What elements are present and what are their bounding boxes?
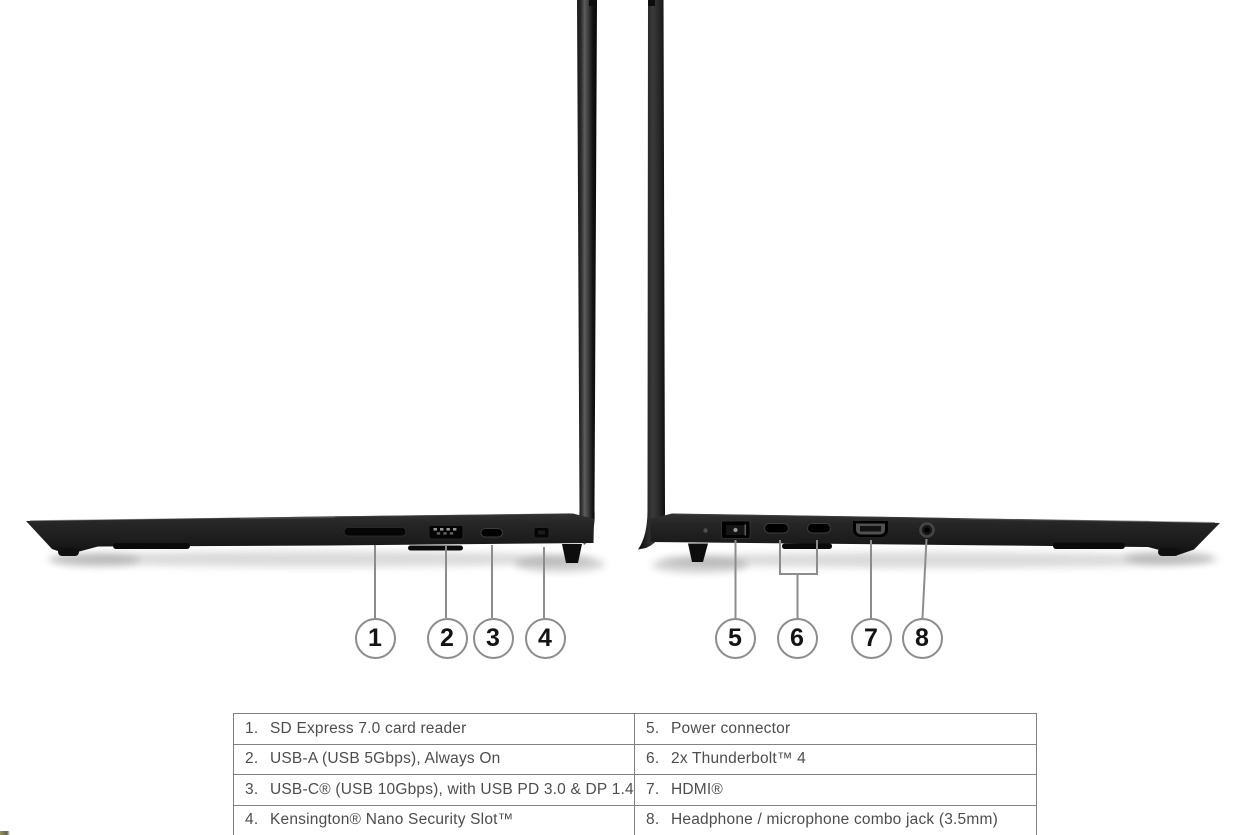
legend-row-2	[234, 744, 1036, 775]
callout-3	[473, 618, 514, 659]
callout-2-number: 2	[440, 624, 454, 652]
left-front-foot	[58, 548, 79, 556]
right-bottom-vent-1	[782, 544, 832, 550]
legend-cell-4	[234, 806, 634, 835]
legend-row-3	[234, 774, 1036, 805]
legend-cell-3	[234, 775, 634, 805]
callout-4-number: 4	[538, 624, 552, 652]
callout-6	[777, 618, 818, 659]
legend-cell-5	[634, 714, 1036, 744]
callout-8	[902, 618, 943, 659]
callout-1	[355, 618, 396, 659]
callout-7-number: 7	[864, 624, 878, 652]
legend-cell-2	[234, 745, 634, 775]
right-front-foot	[1158, 548, 1179, 556]
legend-row-1	[234, 714, 1036, 744]
legend-item-label: HDMI®	[671, 780, 724, 798]
legend-cell-7	[634, 775, 1036, 805]
callout-7	[851, 618, 892, 659]
usb-a-port-icon	[429, 526, 463, 540]
callout-5	[715, 618, 756, 659]
legend-cell-8	[634, 806, 1036, 835]
right-laptop-lid	[638, 0, 665, 550]
legend-item-number: 7.	[646, 780, 660, 798]
legend-row-4	[234, 805, 1036, 835]
legend-table	[233, 713, 1037, 835]
callout-4	[525, 618, 566, 659]
callout-1-number: 1	[368, 624, 382, 652]
leader-line-6	[780, 540, 817, 618]
callout-8-number: 8	[915, 624, 929, 652]
hdmi-port-icon	[853, 521, 888, 537]
legend-item-number: 8.	[646, 811, 660, 829]
legend-item-label: USB-C® (USB 10Gbps), with USB PD 3.0 & DP 1.4	[270, 780, 634, 798]
left-laptop	[26, 0, 597, 563]
legend-item-label: Power connector	[671, 719, 791, 737]
legend-item-label: Kensington® Nano Security Slot™	[270, 811, 514, 829]
legend-item-number: 5.	[646, 719, 660, 737]
legend-item-number: 1.	[245, 719, 259, 737]
right-laptop	[638, 0, 1220, 562]
right-bottom-vent-2	[1053, 543, 1125, 550]
headphone-jack-icon	[919, 522, 935, 538]
legend-item-label: Headphone / microphone combo jack (3.5mm)	[671, 811, 998, 829]
thunderbolt-port-2-icon	[808, 524, 831, 534]
callout-3-number: 3	[486, 624, 500, 652]
legend-item-number: 4.	[245, 811, 259, 829]
left-bottom-vent-1	[113, 543, 190, 549]
legend-item-label: SD Express 7.0 card reader	[270, 719, 467, 737]
legend-cell-6	[634, 745, 1036, 775]
image-artifact	[0, 831, 10, 835]
callout-2	[427, 618, 468, 659]
legend-cell-1	[234, 714, 634, 744]
usb-c-port-icon	[481, 529, 503, 538]
sd-card-slot-icon	[344, 528, 406, 537]
leader-line-8	[923, 539, 927, 618]
legend-item-number: 3.	[245, 780, 259, 798]
left-bottom-vent-2	[408, 546, 463, 551]
kensington-slot-icon	[534, 528, 549, 539]
floor-shadows	[45, 551, 1220, 573]
left-laptop-lid	[577, 0, 597, 545]
status-led	[703, 528, 707, 532]
leader-lines	[375, 539, 927, 618]
legend-item-label: 2x Thunderbolt™ 4	[671, 750, 806, 768]
legend-item-number: 2.	[245, 750, 259, 768]
legend-item-number: 6.	[646, 750, 660, 768]
power-connector-icon	[722, 521, 751, 539]
callout-5-number: 5	[728, 624, 742, 652]
thunderbolt-port-1-icon	[765, 524, 789, 534]
callout-6-number: 6	[790, 624, 804, 652]
legend-item-label: USB-A (USB 5Gbps), Always On	[270, 750, 501, 768]
